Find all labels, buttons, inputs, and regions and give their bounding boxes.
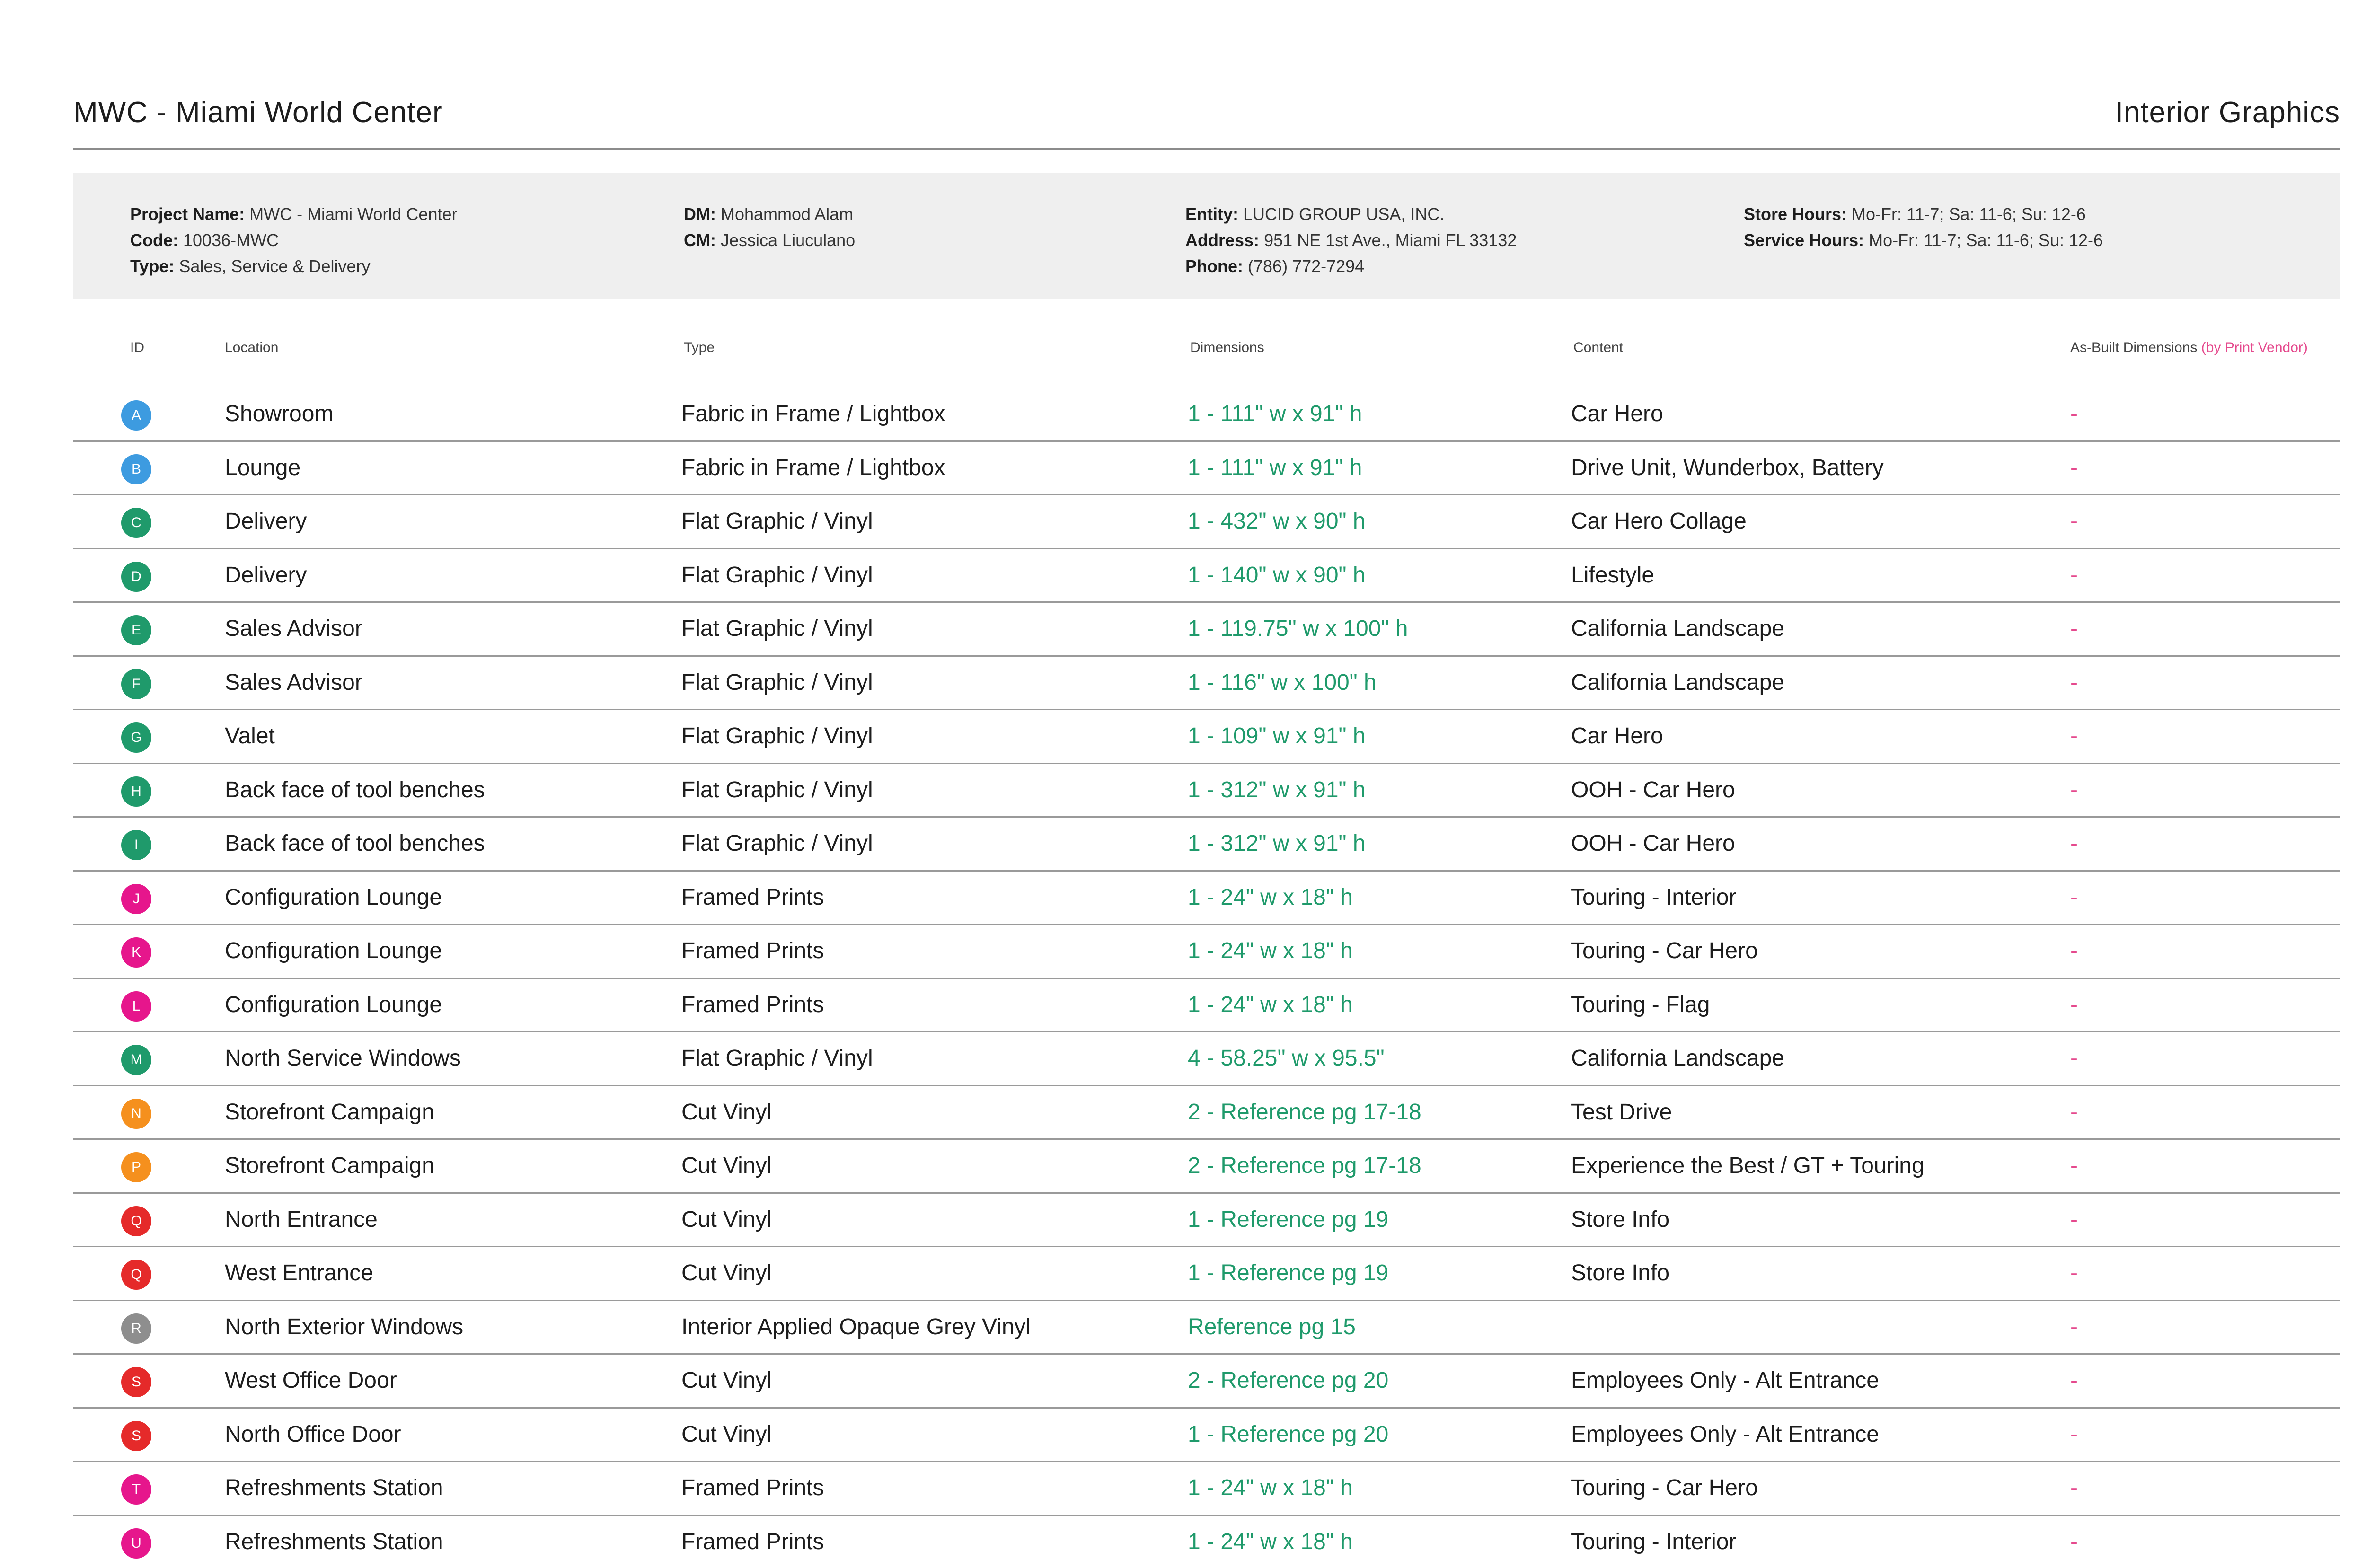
row-id-badge: E (121, 615, 151, 645)
row-content: Car Hero (1571, 710, 1663, 763)
row-dimensions: 1 - 24" w x 18" h (1188, 925, 1353, 978)
row-as-built: - (2070, 1516, 2078, 1568)
row-content: Touring - Car Hero (1571, 925, 1758, 978)
row-type: Framed Prints (681, 979, 824, 1031)
table-row (73, 388, 2340, 442)
row-type: Flat Graphic / Vinyl (681, 603, 873, 655)
row-content: OOH - Car Hero (1571, 818, 1735, 870)
row-dimensions: 1 - 24" w x 18" h (1188, 1516, 1353, 1568)
header-dimensions: Dimensions (1190, 340, 1264, 356)
row-content: California Landscape (1571, 603, 1784, 655)
row-id-badge: L (121, 991, 151, 1022)
row-id-badge: N (121, 1099, 151, 1129)
row-id-badge: P (121, 1152, 151, 1182)
row-location: Delivery (225, 495, 307, 548)
row-content: OOH - Car Hero (1571, 764, 1735, 817)
table-row (73, 1140, 2340, 1194)
row-location: Lounge (225, 442, 300, 494)
row-as-built: - (2070, 925, 2078, 978)
row-type: Flat Graphic / Vinyl (681, 764, 873, 817)
row-location: North Service Windows (225, 1032, 461, 1085)
managers-info-column (684, 201, 855, 253)
table-row (73, 1032, 2340, 1086)
row-dimensions: Reference pg 15 (1188, 1301, 1356, 1354)
row-as-built: - (2070, 1247, 2078, 1300)
graphics-table (73, 388, 2340, 1568)
type-label: Type: (130, 256, 174, 276)
row-content: Touring - Interior (1571, 1516, 1736, 1568)
entity-value: LUCID GROUP USA, INC. (1243, 204, 1444, 224)
row-location: Delivery (225, 549, 307, 602)
row-dimensions: 1 - 24" w x 18" h (1188, 1462, 1353, 1515)
row-content: Lifestyle (1571, 549, 1654, 602)
row-dimensions: 2 - Reference pg 20 (1188, 1355, 1388, 1407)
table-row (73, 1516, 2340, 1568)
row-type: Framed Prints (681, 1516, 824, 1568)
row-as-built: - (2070, 1355, 2078, 1407)
row-dimensions: 1 - 312" w x 91" h (1188, 764, 1366, 817)
row-as-built: - (2070, 1409, 2078, 1461)
row-as-built: - (2070, 764, 2078, 817)
row-content: Store Info (1571, 1194, 1669, 1246)
row-id-badge: D (121, 562, 151, 592)
row-type: Flat Graphic / Vinyl (681, 495, 873, 548)
row-location: North Exterior Windows (225, 1301, 463, 1354)
row-type: Cut Vinyl (681, 1355, 772, 1407)
address-value: 951 NE 1st Ave., Miami FL 33132 (1264, 230, 1517, 250)
row-location: Refreshments Station (225, 1462, 443, 1515)
entity-info-column (1185, 201, 1517, 279)
table-row (73, 1355, 2340, 1409)
row-location: Sales Advisor (225, 603, 362, 655)
section-title: Interior Graphics (2115, 96, 2340, 129)
row-location: Showroom (225, 388, 333, 440)
row-type: Flat Graphic / Vinyl (681, 818, 873, 870)
code-value: 10036-MWC (183, 230, 279, 250)
row-dimensions: 1 - 432" w x 90" h (1188, 495, 1366, 548)
table-row (73, 1247, 2340, 1301)
header-as-built-label: As-Built Dimensions (2070, 340, 2197, 355)
type-value: Sales, Service & Delivery (179, 256, 370, 276)
table-row (73, 925, 2340, 979)
table-row (73, 818, 2340, 872)
project-info-column (130, 201, 457, 279)
row-type: Cut Vinyl (681, 1194, 772, 1246)
table-row (73, 603, 2340, 657)
hours-info-column (1744, 201, 2103, 253)
table-row (73, 1301, 2340, 1355)
project-name-label: Project Name: (130, 204, 245, 224)
row-id-badge: K (121, 937, 151, 968)
dm-label: DM: (684, 204, 716, 224)
row-content: Drive Unit, Wunderbox, Battery (1571, 442, 1884, 494)
row-dimensions: 1 - 312" w x 91" h (1188, 818, 1366, 870)
header-as-built (2070, 340, 2308, 356)
header-location: Location (225, 340, 278, 356)
row-location: Configuration Lounge (225, 925, 442, 978)
row-dimensions: 2 - Reference pg 17-18 (1188, 1086, 1421, 1139)
table-row (73, 764, 2340, 818)
table-row (73, 872, 2340, 925)
store-hours-label: Store Hours: (1744, 204, 1847, 224)
table-row (73, 657, 2340, 711)
code-label: Code: (130, 230, 178, 250)
row-type: Flat Graphic / Vinyl (681, 657, 873, 709)
phone-value: (786) 772-7294 (1248, 256, 1364, 276)
address-label: Address: (1185, 230, 1259, 250)
header-content: Content (1573, 340, 1623, 356)
row-id-badge: G (121, 722, 151, 753)
row-content: Experience the Best / GT + Touring (1571, 1140, 1925, 1192)
entity-label: Entity: (1185, 204, 1238, 224)
row-content: Test Drive (1571, 1086, 1672, 1139)
table-row (73, 1194, 2340, 1248)
row-as-built: - (2070, 710, 2078, 763)
cm-value: Jessica Liuculano (721, 230, 855, 250)
row-type: Framed Prints (681, 925, 824, 978)
row-location: Back face of tool benches (225, 818, 485, 870)
header-as-built-note: (by Print Vendor) (2201, 340, 2308, 355)
row-as-built: - (2070, 1086, 2078, 1139)
row-location: Storefront Campaign (225, 1140, 434, 1192)
table-row (73, 979, 2340, 1033)
row-content: Employees Only - Alt Entrance (1571, 1409, 1879, 1461)
row-dimensions: 4 - 58.25" w x 95.5" (1188, 1032, 1385, 1085)
row-as-built: - (2070, 657, 2078, 709)
row-type: Fabric in Frame / Lightbox (681, 442, 945, 494)
row-id-badge: S (121, 1421, 151, 1451)
row-type: Flat Graphic / Vinyl (681, 710, 873, 763)
row-as-built: - (2070, 442, 2078, 494)
row-location: North Entrance (225, 1194, 378, 1246)
row-as-built: - (2070, 549, 2078, 602)
row-as-built: - (2070, 1140, 2078, 1192)
row-as-built: - (2070, 388, 2078, 440)
row-id-badge: T (121, 1474, 151, 1505)
row-dimensions: 2 - Reference pg 17-18 (1188, 1140, 1421, 1192)
row-location: Configuration Lounge (225, 872, 442, 924)
row-id-badge: U (121, 1528, 151, 1559)
page-title: MWC - Miami World Center (73, 96, 443, 129)
row-id-badge: S (121, 1367, 151, 1397)
project-name-value: MWC - Miami World Center (249, 204, 457, 224)
row-id-badge: H (121, 776, 151, 807)
page-header (73, 91, 2340, 150)
row-as-built: - (2070, 979, 2078, 1031)
row-id-badge: M (121, 1045, 151, 1075)
header-type: Type (684, 340, 715, 356)
row-content: Touring - Car Hero (1571, 1462, 1758, 1515)
row-type: Cut Vinyl (681, 1086, 772, 1139)
row-location: Valet (225, 710, 275, 763)
row-type: Cut Vinyl (681, 1247, 772, 1300)
row-dimensions: 1 - 119.75" w x 100" h (1188, 603, 1408, 655)
row-type: Flat Graphic / Vinyl (681, 549, 873, 602)
row-content: Store Info (1571, 1247, 1669, 1300)
row-content: California Landscape (1571, 657, 1784, 709)
row-as-built: - (2070, 1462, 2078, 1515)
service-hours-label: Service Hours: (1744, 230, 1864, 250)
row-id-badge: F (121, 669, 151, 699)
row-content: Touring - Interior (1571, 872, 1736, 924)
row-location: West Entrance (225, 1247, 373, 1300)
row-id-badge: C (121, 508, 151, 538)
row-dimensions: 1 - 116" w x 100" h (1188, 657, 1377, 709)
row-dimensions: 1 - 109" w x 91" h (1188, 710, 1366, 763)
table-row (73, 549, 2340, 603)
project-info-panel (73, 173, 2340, 299)
table-row (73, 1086, 2340, 1140)
table-row (73, 442, 2340, 496)
row-location: Configuration Lounge (225, 979, 442, 1031)
row-as-built: - (2070, 872, 2078, 924)
cm-label: CM: (684, 230, 716, 250)
row-id-badge: Q (121, 1206, 151, 1236)
row-content: California Landscape (1571, 1032, 1784, 1085)
row-id-badge: J (121, 884, 151, 914)
row-id-badge: B (121, 454, 151, 484)
row-dimensions: 1 - Reference pg 19 (1188, 1194, 1388, 1246)
row-content: Car Hero (1571, 388, 1663, 440)
table-row (73, 1462, 2340, 1516)
row-as-built: - (2070, 818, 2078, 870)
row-dimensions: 1 - 111" w x 91" h (1188, 388, 1362, 440)
row-id-badge: I (121, 830, 151, 860)
row-location: North Office Door (225, 1409, 401, 1461)
row-type: Cut Vinyl (681, 1409, 772, 1461)
row-type: Cut Vinyl (681, 1140, 772, 1192)
service-hours-value: Mo-Fr: 11-7; Sa: 11-6; Su: 12-6 (1869, 230, 2103, 250)
row-as-built: - (2070, 1032, 2078, 1085)
table-row (73, 1409, 2340, 1462)
row-location: Sales Advisor (225, 657, 362, 709)
row-content: Touring - Flag (1571, 979, 1710, 1031)
header-id: ID (130, 340, 144, 356)
row-content: Employees Only - Alt Entrance (1571, 1355, 1879, 1407)
row-location: Refreshments Station (225, 1516, 443, 1568)
table-row (73, 495, 2340, 549)
row-dimensions: 1 - 140" w x 90" h (1188, 549, 1366, 602)
row-location: Storefront Campaign (225, 1086, 434, 1139)
row-id-badge: Q (121, 1260, 151, 1290)
row-dimensions: 1 - 24" w x 18" h (1188, 979, 1353, 1031)
row-as-built: - (2070, 603, 2078, 655)
row-location: Back face of tool benches (225, 764, 485, 817)
dm-value: Mohammod Alam (721, 204, 853, 224)
row-type: Framed Prints (681, 1462, 824, 1515)
row-dimensions: 1 - Reference pg 19 (1188, 1247, 1388, 1300)
table-header (73, 340, 2340, 359)
row-id-badge: R (121, 1313, 151, 1344)
row-type: Fabric in Frame / Lightbox (681, 388, 945, 440)
store-hours-value: Mo-Fr: 11-7; Sa: 11-6; Su: 12-6 (1852, 204, 2086, 224)
row-type: Flat Graphic / Vinyl (681, 1032, 873, 1085)
row-location: West Office Door (225, 1355, 397, 1407)
row-dimensions: 1 - 24" w x 18" h (1188, 872, 1353, 924)
row-dimensions: 1 - Reference pg 20 (1188, 1409, 1388, 1461)
row-as-built: - (2070, 495, 2078, 548)
phone-label: Phone: (1185, 256, 1243, 276)
row-as-built: - (2070, 1301, 2078, 1354)
row-as-built: - (2070, 1194, 2078, 1246)
table-row (73, 710, 2340, 764)
row-type: Framed Prints (681, 872, 824, 924)
row-type: Interior Applied Opaque Grey Vinyl (681, 1301, 1031, 1354)
row-dimensions: 1 - 111" w x 91" h (1188, 442, 1362, 494)
row-id-badge: A (121, 400, 151, 431)
row-content: Car Hero Collage (1571, 495, 1747, 548)
